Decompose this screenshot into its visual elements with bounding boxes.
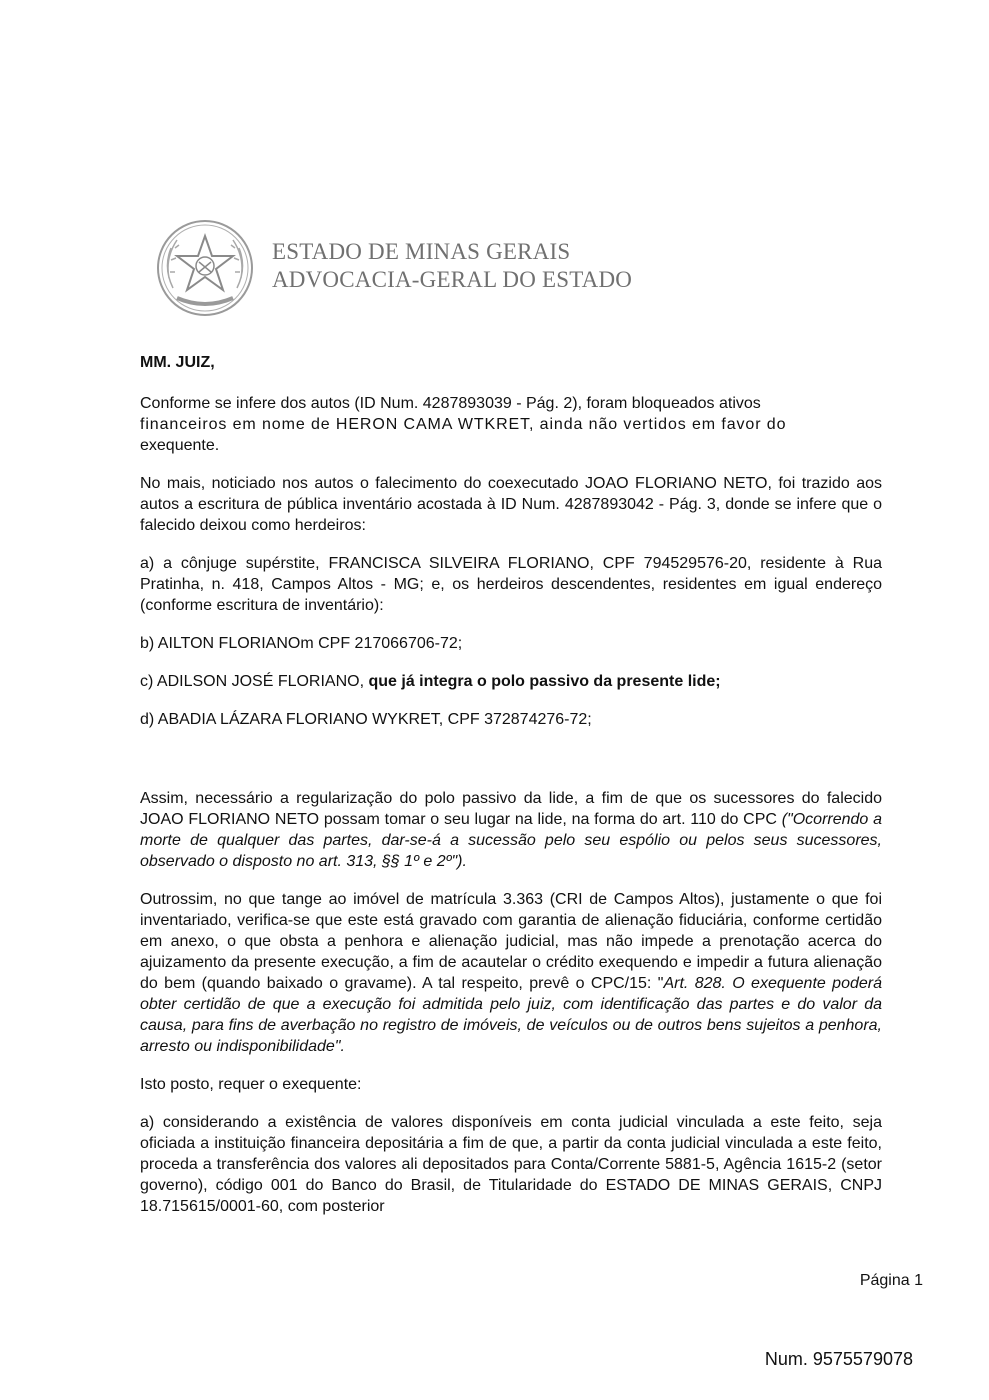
- header-state-name: ESTADO DE MINAS GERAIS: [272, 239, 571, 264]
- heir-item-c-note: que já integra o polo passivo da presente lide;: [368, 673, 721, 690]
- paragraph-property-text: Outrossim, no que tange ao imóvel de matrícula 3.363 (CRI de Campos Altos), justamente o que foi inventariado, verifica-se que este está gravado com garantia de alienação fiduciária, conforme certidão em anexo, o que obsta a penhora e alienação judicial, mas não impede a prenotação acerca do ajuizamento da presente execução, a fim de acautelar o crédito exequendo e impedir a futura alienação do bem (quando baixado o gravame). A tal respeito, prevê o CPC/15: ": [140, 891, 882, 992]
- petition-body: [140, 352, 882, 1234]
- paragraph-regularization-text: Assim, necessário a regularização do polo passivo da lide, a fim de que os sucessores do falecido JOAO FLORIANO NETO possam tomar o seu lugar na lide, na forma do art. 110 do CPC: [140, 790, 882, 828]
- paragraph-death-notice: No mais, noticiado nos autos o falecimento do coexecutado JOAO FLORIANO NETO, foi trazido aos autos a escritura de pública inventário acostada à ID Num. 4287893042 - Pág. 3, donde se infere que o falecido deixou como herdeiros:: [140, 475, 882, 534]
- paragraph-request-intro: Isto posto, requer o exequente:: [140, 1076, 362, 1093]
- state-seal-emblem: [155, 218, 255, 318]
- heir-item-b: b) AILTON FLORIANOm CPF 217066706-72;: [140, 635, 463, 652]
- heir-item-d: d) ABADIA LÁZARA FLORIANO WYKRET, CPF 372874276-72;: [140, 711, 592, 728]
- paragraph-blocked-assets-line1: Conforme se infere dos autos (ID Num. 4287893039 - Pág. 2), foram bloqueados ativos: [140, 395, 761, 412]
- request-item-a: a) considerando a existência de valores disponíveis em conta judicial vinculada a este feito, seja oficiada a instituição financeira depositária a fim de que, a partir da conta judicial vinculada a este feito, proceda a transferência dos valores ali depositados para Conta/Corrente 5881-5, Agência 1615-2 (setor governo), código 001 do Banco do Brasil, de Titularidade do ESTADO DE MINAS GERAIS, CNPJ 18.715615/0001-60, com posterior: [140, 1114, 882, 1215]
- institution-header: [272, 238, 632, 294]
- paragraph-blocked-assets: [140, 393, 882, 456]
- paragraph-property-quote: Art. 828. O exequente poderá obter certidão de que a execução foi admitida pelo juiz, com identificação das partes e do valor da causa, para fins de averbação no registro de imóveis, de veículos ou de outros bens sujeitos a penhora, arresto ou indisponibilidade".: [140, 975, 882, 1055]
- heir-item-c-name: c) ADILSON JOSÉ FLORIANO,: [140, 673, 369, 690]
- heir-item-c: [140, 671, 882, 692]
- paragraph-blocked-assets-line2: financeiros em nome de HERON CAMA WTKRET, ainda não vertidos em favor do: [140, 416, 787, 433]
- heir-item-a: a) a cônjuge supérstite, FRANCISCA SILVEIRA FLORIANO, CPF 794529576-20, residente à Rua Pratinha, n. 418, Campos Altos - MG; e, os herdeiros descendentes, residentes em igual endereço (conforme escritura de inventário):: [140, 555, 882, 614]
- paragraph-regularization-quote: ("Ocorrendo a morte de qualquer das partes, dar-se-á a sucessão pelo seu espólio ou pelos seus sucessores, observado o disposto no art. 313, §§ 1º e 2º").: [140, 811, 882, 870]
- header-agency-name: ADVOCACIA-GERAL DO ESTADO: [272, 267, 633, 292]
- document-number: Num. 9575579078: [764, 1349, 913, 1369]
- page-number: Página 1: [859, 1272, 923, 1289]
- paragraph-blocked-assets-line3: exequente.: [140, 437, 220, 454]
- salutation: MM. JUIZ,: [140, 354, 215, 371]
- paragraph-regularization: [140, 788, 882, 872]
- paragraph-property: [140, 889, 882, 1057]
